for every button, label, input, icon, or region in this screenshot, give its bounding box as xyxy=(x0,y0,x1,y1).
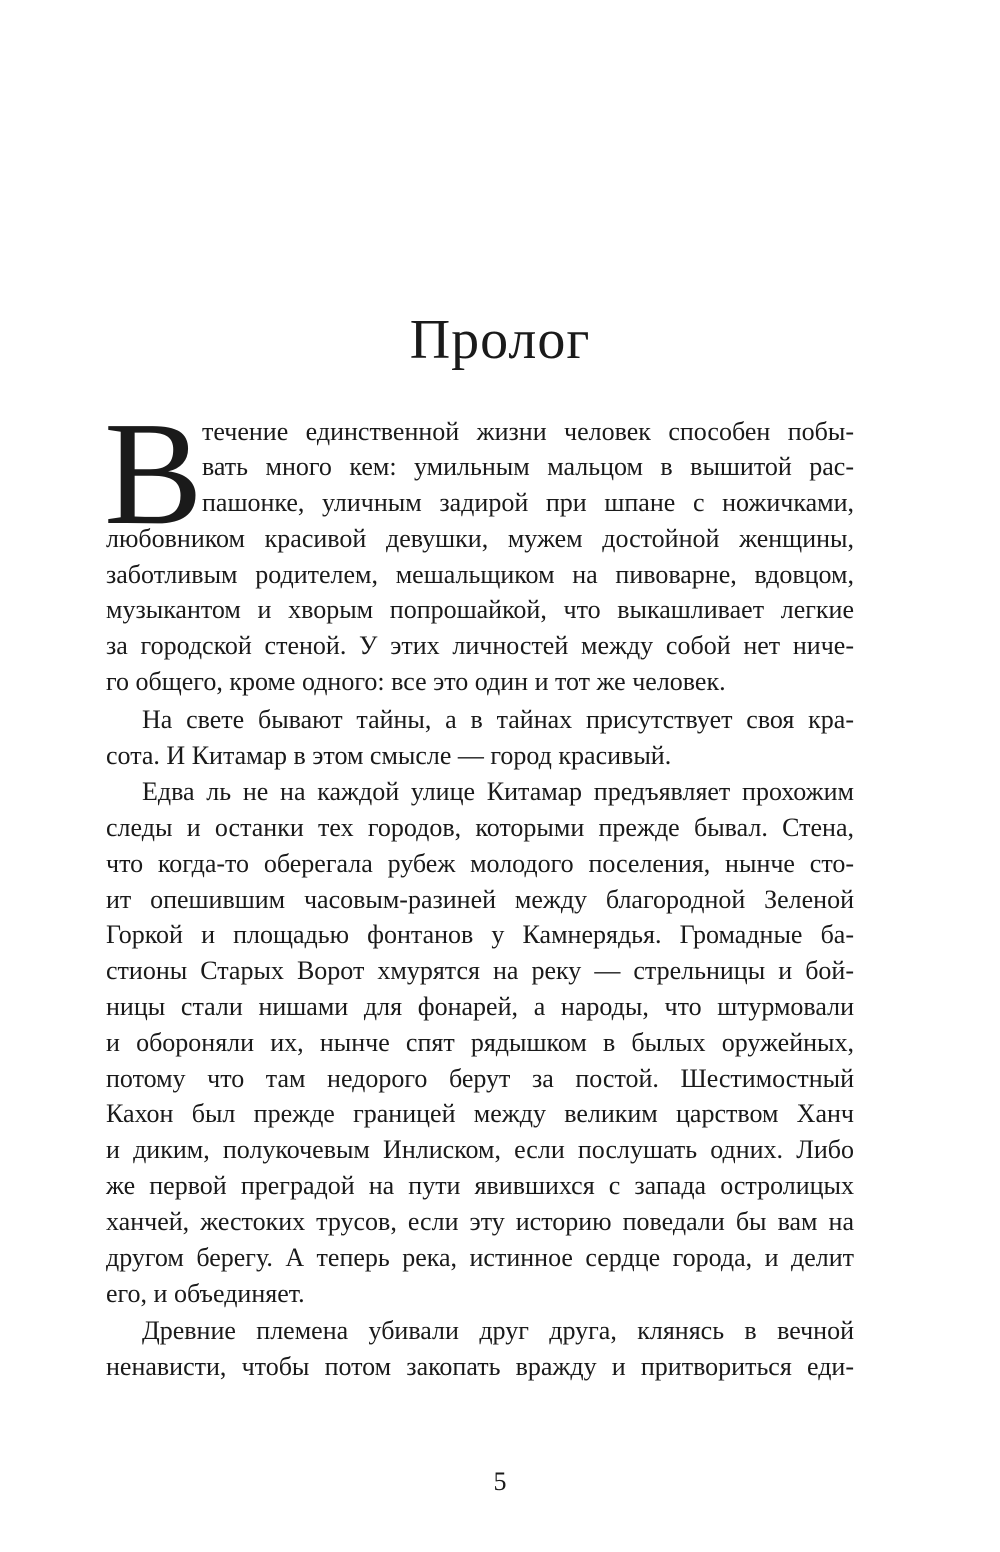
text-line: На свете бывают тайны, а в тайнах присутствует своя кра- xyxy=(142,705,854,734)
page-number: 5 xyxy=(493,1467,507,1496)
text-line: следы и останки тех городов, которыми прежде бывал. Стена, xyxy=(106,813,854,842)
text-line: и обороняли их, нынче спят рядышком в былых оружейных, xyxy=(106,1028,854,1057)
text-line: любовником красивой девушки, мужем достойной женщины, xyxy=(106,524,854,553)
text-line: музыкантом и хворым попрошайкой, что выкашливает легкие xyxy=(106,595,854,624)
text-line: пашонке, уличным задирой при шпане с ножичками, xyxy=(202,488,854,517)
text-line: Едва ль не на каждой улице Китамар предъявляет прохожим xyxy=(142,777,854,806)
text-line: что когда-то оберегала рубеж молодого поселения, нынче сто- xyxy=(106,849,854,878)
text-line: Кахон был прежде границей между великим царством Ханч xyxy=(106,1099,854,1128)
text-line: за городской стеной. У этих личностей между собой нет ниче- xyxy=(106,631,854,660)
chapter-title: Пролог xyxy=(409,309,591,371)
text-line: стионы Старых Ворот хмурятся на реку — стрельницы и бой- xyxy=(106,956,854,985)
text-line: течение единственной жизни человек способен побы- xyxy=(202,417,854,446)
text-line: го общего, кроме одного: все это один и тот же человек. xyxy=(106,667,726,696)
text-line: его, и объединяет. xyxy=(106,1279,305,1308)
text-line: и диким, полукочевым Инлиском, если послушать одних. Либо xyxy=(106,1135,854,1164)
text-line: Горкой и площадью фонтанов у Камнерядья. Громадные ба- xyxy=(106,920,854,949)
text-line: потому что там недорого берут за постой. Шестимостный xyxy=(106,1064,854,1093)
text-line: Древние племена убивали друг друга, клянясь в вечной xyxy=(142,1316,854,1345)
text-line: сота. И Китамар в этом смысле — город красивый. xyxy=(106,741,672,770)
text-line: ит опешившим часовым-разиней между благородной Зеленой xyxy=(106,885,854,914)
text-line: ницы стали нишами для фонарей, а народы, что штурмовали xyxy=(106,992,854,1021)
text-line: вать много кем: умильным мальцом в вышитой рас- xyxy=(202,452,854,481)
text-line: ненависти, чтобы потом закопать вражду и притвориться еди- xyxy=(106,1352,854,1381)
text-line: заботливым родителем, мешальщиком на пивоварне, вдовцом, xyxy=(106,560,854,589)
text-line: же первой преградой на пути явившихся с запада остролицых xyxy=(106,1171,854,1200)
text-line: ханчей, жестоких трусов, если эту историю поведали бы вам на xyxy=(106,1207,854,1236)
text-line: другом берегу. А теперь река, истинное сердце города, и делит xyxy=(106,1243,854,1272)
drop-cap-letter: В xyxy=(104,392,203,556)
